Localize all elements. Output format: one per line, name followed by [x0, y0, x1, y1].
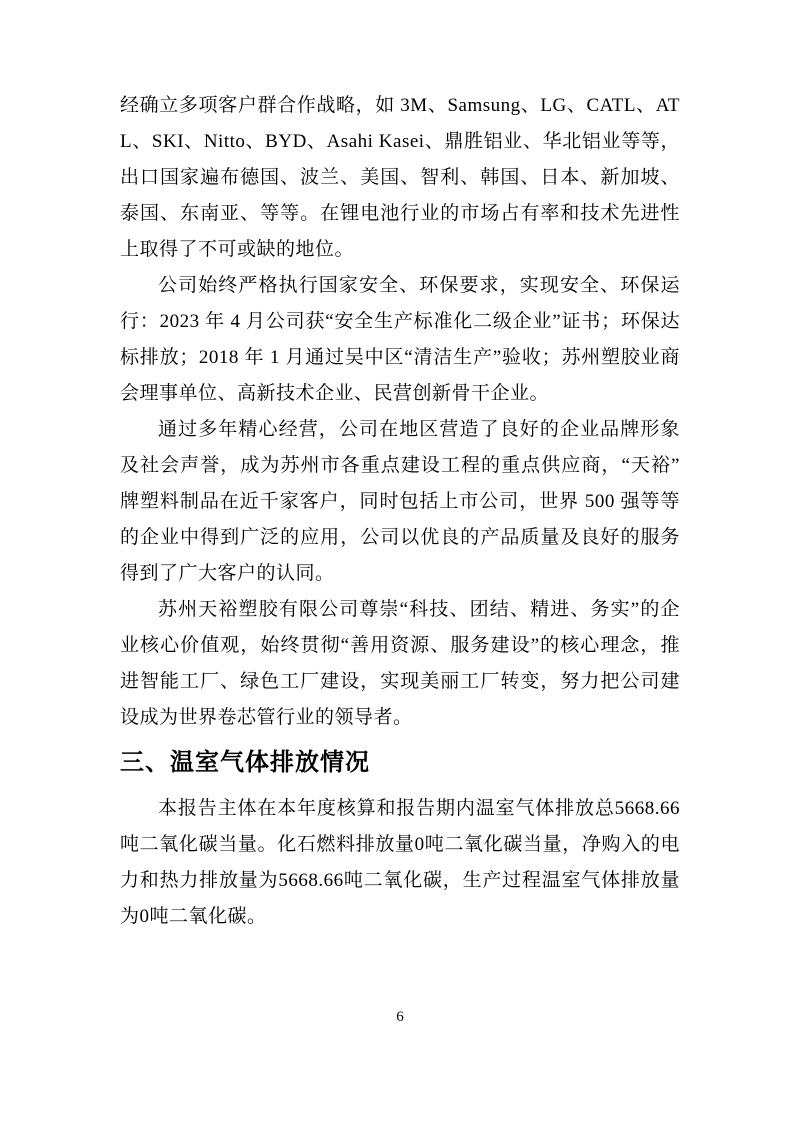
page-body — [120, 88, 680, 935]
paragraph-ghg-emissions: 本报告主体在本年度核算和报告期内温室气体排放总5668.66吨二氧化碳当量。化石燃料排放量0吨二氧化碳当量，净购入的电力和热力排放量为5668.66吨二氧化碳，生产过程温室气体排放量为0吨二氧化碳。 — [120, 798, 680, 927]
paragraph-core-values: 苏州天裕塑胶有限公司尊崇“科技、团结、精进、务实”的企业核心价值观，始终贯彻“善用资源、服务建设”的核心理念，推进智能工厂、绿色工厂建设，实现美丽工厂转变，努力把公司建设成为世界卷芯管行业的领导者。 — [120, 599, 680, 728]
page-number: 6 — [396, 1009, 404, 1025]
section-heading-ghg-emissions: 三、温室气体排放情况 — [120, 749, 370, 776]
paragraph-brand-reputation: 通过多年精心经营，公司在地区营造了良好的企业品牌形象及社会声誉，成为苏州市各重点建设工程的重点供应商，“天裕”牌塑料制品在近千家客户，同时包括上市公司，世界 500 强等等的企业中得到广泛的应用，公司以优良的产品质量及良好的服务得到了广大客户的认同。 — [120, 419, 680, 584]
page-footer — [0, 1008, 800, 1026]
paragraph-customer-strategy: 经确立多项客户群合作战略，如 3M、Samsung、LG、CATL、ATL、SKI、Nitto、BYD、Asahi Kasei、鼎胜铝业、华北铝业等等，出口国家遍布德国、波兰、美国、智利、韩国、日本、新加坡、泰国、东南亚、等等。在锂电池行业的市场占有率和技术先进性上取得了不可或缺的地位。 — [120, 95, 680, 260]
paragraph-safety-compliance: 公司始终严格执行国家安全、环保要求，实现安全、环保运行：2023 年 4 月公司获“安全生产标准化二级企业”证书；环保达标排放；2018 年 1 月通过吴中区“清洁生产”验收；苏州塑胶业商会理事单位、高新技术企业、民营创新骨干企业。 — [120, 275, 680, 404]
